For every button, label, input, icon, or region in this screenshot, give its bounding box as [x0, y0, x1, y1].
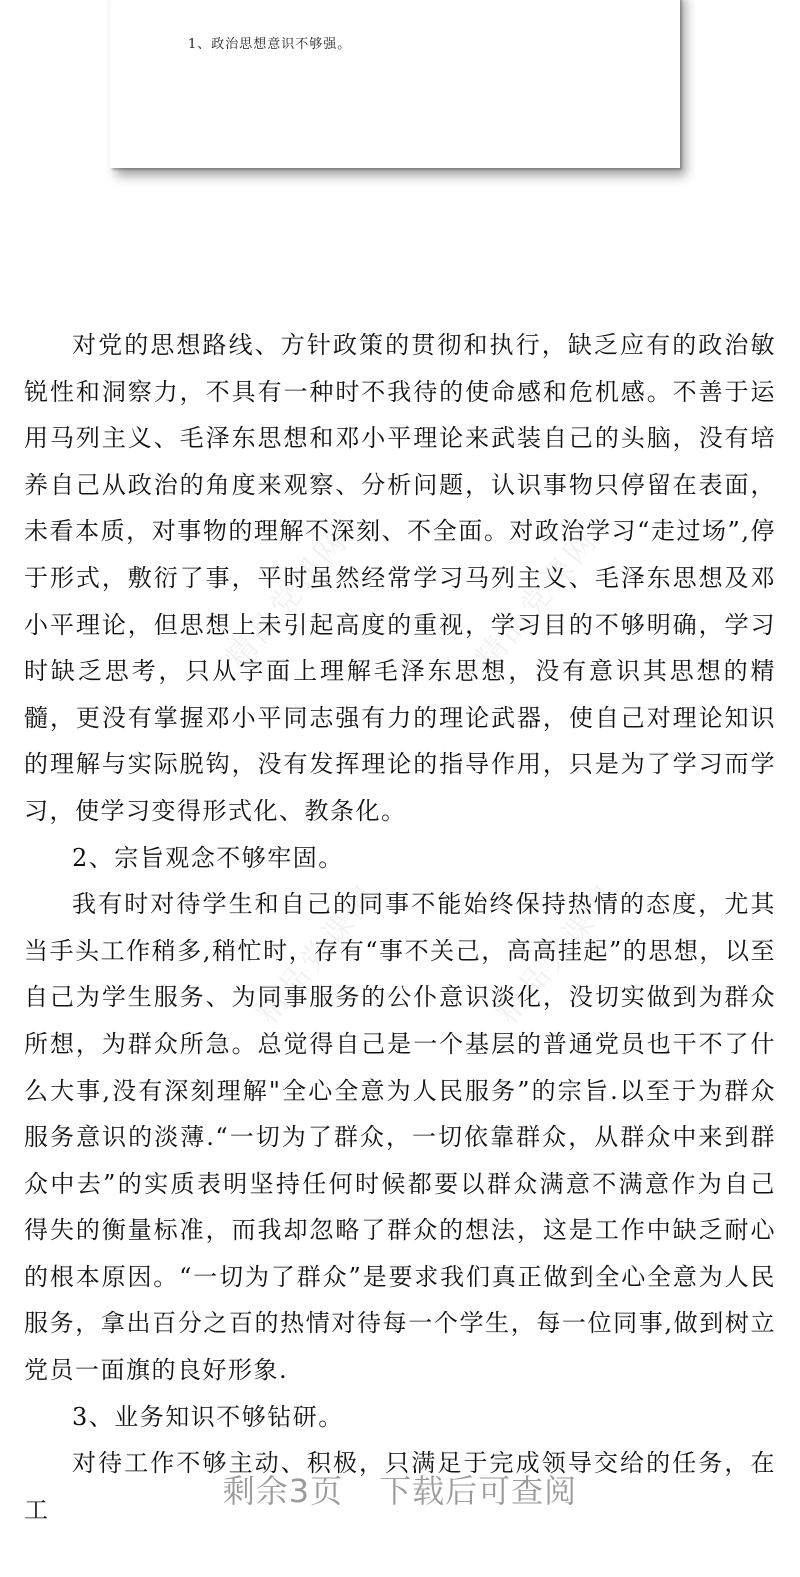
section-heading: 2、宗旨观念不够牢固。 [72, 843, 344, 872]
watermark: 精品党课网 [249, 877, 386, 1031]
watermark: 精品党课网 [219, 522, 356, 676]
preview-page-card [110, 0, 680, 168]
paragraph: 对党的思想路线、方针政策的贯彻和执行，缺乏应有的政治敏锐性和洞察力，不具有一种时不我待的使命感和危机感。不善于运用马列主义、毛泽东思想和邓小平理论来武装自己的头脑，没有培养自己从政治的角度来观察、分析问题，认识事物只停留在表面，未看本质，对事物的理解不深刻、不全面。对政治学习“走过场”,停于形式，敷衍了事，平时虽然经常学习马列主义、毛泽东思想及邓小平理论，但思想上未引起高度的重视，学习目的不够明确，学习时缺乏思考，只从字面上理解毛泽东思想，没有意识其思想的精髓，更没有掌握邓小平同志强有力的理论武器，使自己对理论知识的理解与实际脱钩，没有发挥理论的指导作用，只是为了学习而学习，使学习变得形式化、教条化。 [24, 331, 776, 825]
card-heading: 1、政治思想意识不够强。 [188, 37, 352, 52]
download-prompt[interactable] [0, 1466, 800, 1512]
paragraph: 我有时对待学生和自己的同事不能始终保持热情的态度，尤其当手头工作稍多,稍忙时，存有“事不关己，高高挂起”的思想，以至自己为学生服务、为同事服务的公仆意识淡化，没切实做到为群众所想，为群众所急。总觉得自己是一个基层的普通党员也干不了什么大事,没有深刻理解"全心全意为人民服务”的宗旨.以至于为群众服务意识的淡薄.“一切为了群众，一切依靠群众，从群众中来到群众中去”的实质表明坚持任何时候都要以群众满意不满意作为自己得失的衡量标准，而我却忽略了群众的想法，这是工作中缺乏耐心的根本原因。“一切为了群众”是要求我们真正做到全心全意为人民服务，拿出百分之百的热情对待每一个学生，每一位同事,做到树立党员一面旗的良好形象. [24, 890, 776, 1385]
paragraph: 对待工作不够主动、积极，只满足于完成领导交给的任务，在工 [24, 1449, 776, 1524]
download-to-view-label[interactable]: 下载后可查阅 [379, 1472, 578, 1510]
watermark: 精品党课网 [489, 877, 626, 1031]
section-heading: 3、业务知识不够钻研。 [72, 1402, 344, 1431]
document-body [24, 322, 776, 1533]
remaining-pages-label: 剩余3页 [222, 1472, 344, 1510]
watermark: 精品党课网 [469, 522, 606, 676]
